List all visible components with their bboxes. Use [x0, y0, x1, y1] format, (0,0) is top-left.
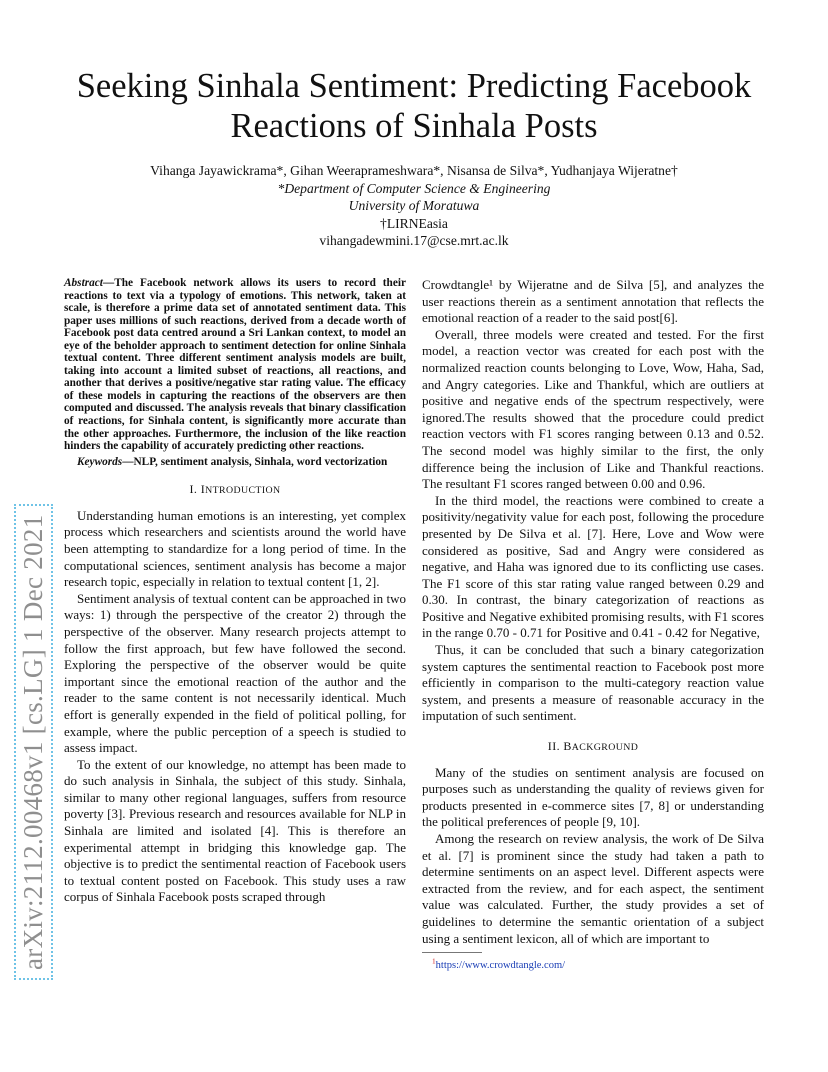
intro-paragraph-1: Understanding human emotions is an interesting, yet complex process which researchers and scientists around the world have been attempting to standardize for a long period of time. In the computational sciences, sentiment analysis has become a major research topic, especially in relation to textual content [1, 2]. — [64, 507, 406, 590]
background-paragraph-1: Many of the studies on sentiment analysis are focused on purposes such as understanding the quality of reviews given for products presented in e-commerce sites [7, 8] or understanding the political preferences of people [9, 10]. — [422, 764, 764, 830]
intro-paragraph-2: Sentiment analysis of textual content can be approached in two ways: 1) through the perspective of the creator 2) through the perspective of the observer. Many research projects attempt to follow the first approach, but few have followed the second. Exploring the perspective of the observer would be quite important since the emotional reaction of the author and the reader to the same content is not necessarily identical. Much effort is generally expended in the field of political polling, for example, where the public perception of a speech is studied to assess impact. — [64, 590, 406, 756]
footnote — [432, 956, 566, 971]
footnote-link[interactable]: https://www.crowdtangle.com/ — [435, 960, 566, 971]
footnote-mark: 1 — [432, 956, 436, 966]
affiliation-university: University of Moratuwa — [348, 198, 480, 213]
footnote-rule — [422, 952, 482, 953]
abstract-label: Abstract — [64, 277, 103, 289]
author-names: Vihanga Jayawickrama*, Gihan Weeraprameshwara*, Nisansa de Silva*, Yudhanjaya Wijeratne† — [150, 163, 678, 178]
intro-paragraph-7: Thus, it can be concluded that such a binary categorization system captures the sentimental reaction to Facebook post more efficiently in comparison to the multi-category reaction value system, and presents a measure of reasonable accuracy in the imputation of such sentiment. — [422, 642, 764, 724]
left-column — [64, 277, 406, 906]
affiliation-lirneasia: †LIRNEasia — [380, 215, 448, 231]
affiliation-department: *Department of Computer Science & Engineering — [277, 180, 551, 196]
keywords — [64, 456, 406, 469]
right-column — [422, 277, 764, 947]
abstract — [64, 277, 406, 453]
background-paragraph-2: Among the research on review analysis, the work of De Silva et al. [7] is prominent since the study had taken a path to determine sentiments on an aspect level. Different aspects were extracted from the review, and for each aspect, the sentiment value was calculated. Further, the study provides a set of guidelines to determine the semantic orientation of a subject using a sentiment lexicon, all of which are important to — [422, 831, 764, 946]
intro-paragraph-4: Crowdtangle¹ by Wijeratne and de Silva [5], and analyzes the user reactions therein as a sentiment annotation that reflects the emotional reaction of a reader to the said post[6]. — [422, 277, 764, 326]
paper-title: Seeking Sinhala Sentiment: Predicting Facebook Reactions of Sinhala Posts — [76, 67, 752, 145]
intro-paragraph-5: Overall, three models were created and tested. For the first model, a reaction vector was created for each post with the normalized reaction counts belonging to Love, Wow, Haha, Sad, and Angry categories. Like and Thankful, which are outliers at positive and negative ends of the spectrum respectively, were ignored.The results showed that the procedure could predict reaction vectors with F1 scores ranging between 0.13 and 0.52. The second model was highly similar to the first, the only difference being the inclusion of Like and Thankful reactions. The resultant F1 scores ranged between 0.00 and 0.96. — [422, 326, 764, 492]
section-heading-introduction: I. INTRODUCTION — [189, 482, 281, 497]
abstract-text: The Facebook network allows its users to record their reactions to text via a typology of emotions. This network, taken at scale, is therefore a prime data set of annotated sentiment data. This paper uses millions of such reactions, derived from a decade worth of Facebook post data centred around a Sri Lankan context, to model an eye of the beholder approach to sentiment detection for online Sinhala textual content. Three different sentiment analysis models are built, taking into account a limited subset of reactions, all reactions, and another that derives a positive/negative star rating value. The efficacy of these models in capturing the reactions of the observers are then computed and discussed. The analysis reveals that binary classification of reactions, for Sinhala content, is significantly more accurate than the other approaches. Furthermore, the inclusion of the like reaction hinders the capability of accurately predicting other reactions. — [64, 277, 406, 453]
intro-paragraph-6: In the third model, the reactions were combined to create a positivity/negativity value for each post, following the procedure presented by De Silva et al. [7]. Here, Love and Wow were considered as positive, Sad and Angry were considered as negative, and Haha was ignored due to its conflicting use cases. The F1 score of this star rating value ranged between 0.29 and 0.30. In contrast, the binary categorization of reactions as Positive and Negative exhibited promising results, with F1 scores in the range 0.70 - 0.71 for Positive and 0.41 - 0.42 for Negative, — [422, 492, 764, 641]
intro-paragraph-3: To the extent of our knowledge, no attempt has been made to do such analysis in Sinhala, the subject of this study. Sinhala, similar to many other regional languages, suffers from resource poverty [3]. Previous research and resources available for NLP in Sinhala are limited and isolated [4]. This is therefore an experimental attempt in bridging this knowledge gap. The objective is to predict the sentimental reaction of Facebook users to textual content posted on Facebook. This study uses a raw corpus of Sinhala Facebook posts scraped through — [64, 756, 406, 905]
keywords-label: Keywords — [77, 455, 123, 468]
keywords-text: —NLP, sentiment analysis, Sinhala, word vectorization — [122, 455, 388, 468]
author-block — [40, 162, 788, 250]
section-heading-background: II. BACKGROUND — [547, 739, 639, 754]
author-email[interactable]: vihangadewmini.17@cse.mrt.ac.lk — [319, 233, 509, 248]
abstract-dash: — — [102, 277, 115, 289]
arxiv-identifier-stamp[interactable]: arXiv:2112.00468v1 [cs.LG] 1 Dec 2021 — [14, 504, 53, 980]
